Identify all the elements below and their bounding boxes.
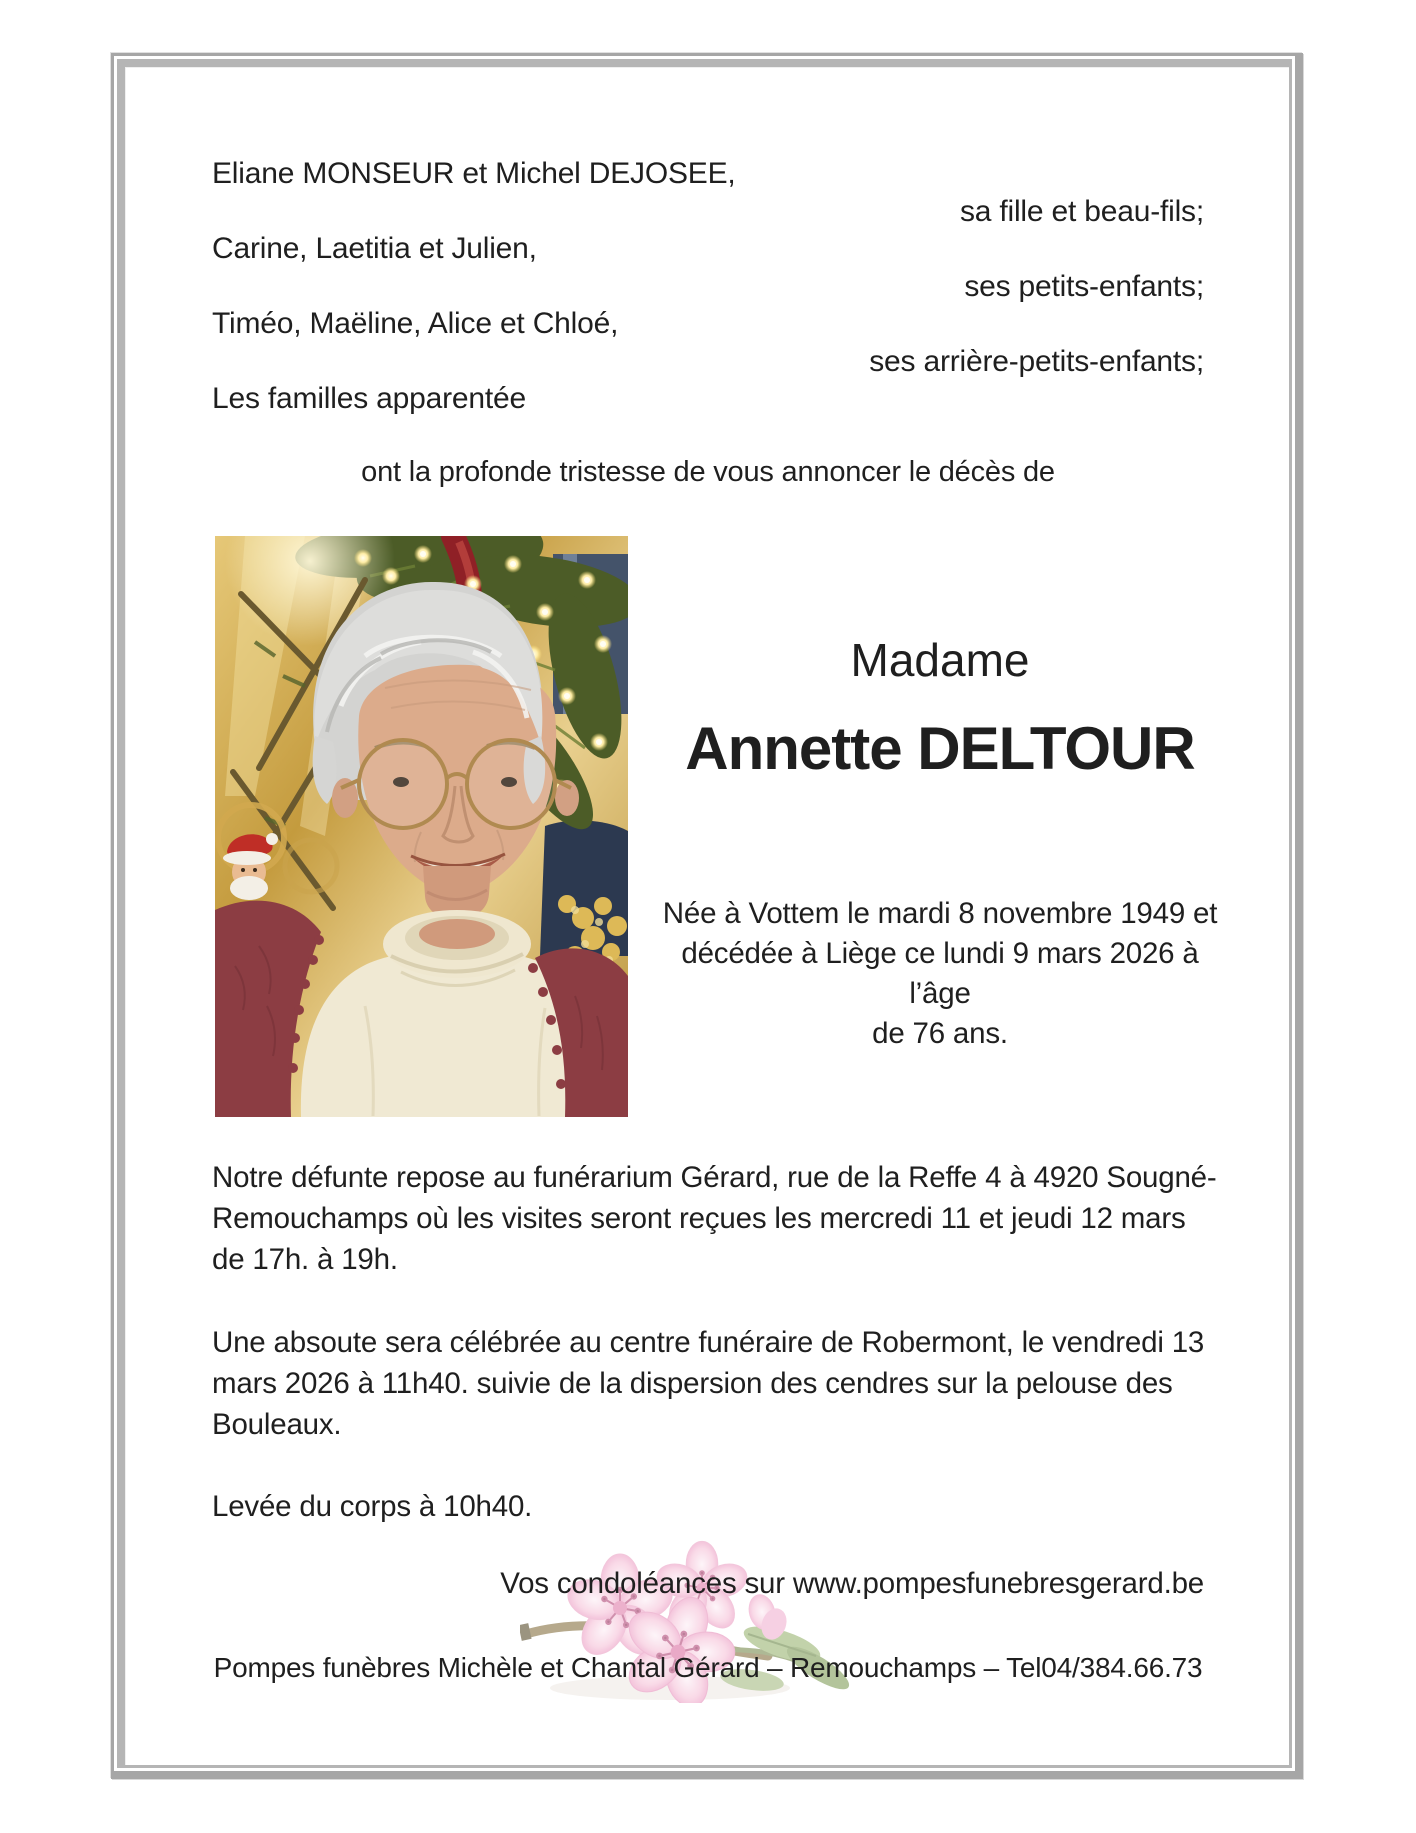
family-line: Timéo, Maëline, Alice et Chloé, <box>212 307 619 340</box>
family-line: Carine, Laetitia et Julien, <box>212 232 537 265</box>
paragraph-levee <box>212 1486 1222 1527</box>
life-dates-line: Née à Vottem le mardi 8 novembre 1949 et <box>662 897 1218 930</box>
paragraph-repose <box>212 1157 1222 1280</box>
paragraph-line: Bouleaux. <box>212 1408 342 1441</box>
deceased-title: Madame <box>850 634 1030 686</box>
life-dates-line: décédée à Liège ce lundi 9 mars 2026 à l’âge <box>681 937 1199 1010</box>
deceased-name: Annette DELTOUR <box>685 715 1195 782</box>
family-line: Eliane MONSEUR et Michel DEJOSEE, <box>212 157 736 190</box>
paragraph-line: Notre défunte repose au funérarium Gérard, rue de la Reffe 4 à 4920 Sougné- <box>212 1161 1217 1194</box>
paragraph-line: mars 2026 à 11h40. suivie de la dispersion des cendres sur la pelouse des <box>212 1367 1173 1400</box>
life-dates-line: de 76 ans. <box>872 1017 1008 1050</box>
family-relation-line: ses arrière-petits-enfants; <box>869 344 1204 378</box>
paragraph-line: Remouchamps où les visites seront reçues les mercredi 11 et jeudi 12 mars <box>212 1202 1186 1235</box>
condolences-line: Vos condoléances sur www.pompesfunebresgerard.be <box>500 1567 1204 1600</box>
family-relation-line: sa fille et beau-fils; <box>959 194 1204 228</box>
paragraph-line: Une absoute sera célébrée au centre funéraire de Robermont, le vendredi 13 <box>212 1326 1205 1359</box>
announcement-sentence: ont la profonde tristesse de vous annoncer le décès de <box>361 456 1055 488</box>
paragraph-absoute <box>212 1322 1222 1445</box>
life-dates <box>660 894 1220 1054</box>
paragraph-line: de 17h. à 19h. <box>212 1243 398 1276</box>
family-line: Les familles apparentée <box>212 382 526 415</box>
deceased-photo <box>215 536 628 1117</box>
family-relation-line: ses petits-enfants; <box>964 269 1204 303</box>
paragraph-line: Levée du corps à 10h40. <box>212 1490 533 1523</box>
funeral-home-footer: Pompes funèbres Michèle et Chantal Gérard – Remouchamps – Tel04/384.66.73 <box>213 1652 1203 1683</box>
family-announcement-block <box>212 155 1204 418</box>
